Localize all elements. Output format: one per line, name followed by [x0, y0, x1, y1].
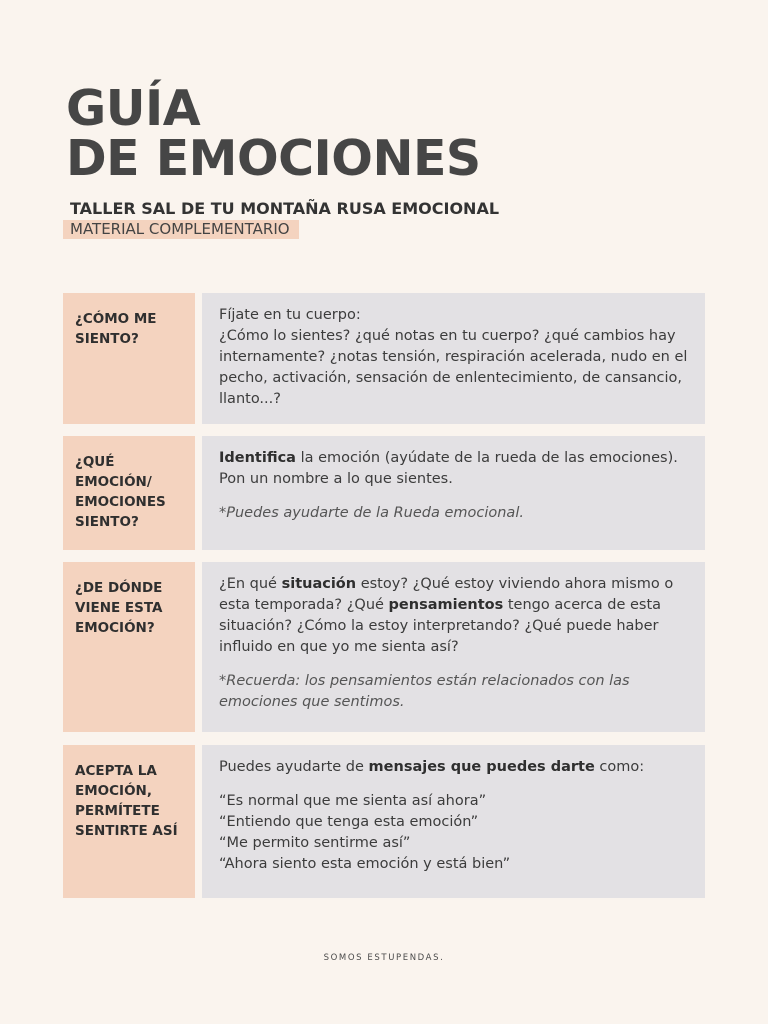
section-text: [219, 574, 695, 658]
body-text: la emoción (ayúdate de la rueda de las emociones). Pon un nombre a lo que sientes.: [219, 450, 678, 487]
section-label: ACEPTA LA EMOCIÓN, PERMÍTETE SENTIRTE ASÍ: [63, 745, 195, 898]
emphasis-text: mensajes que puedes darte: [368, 759, 595, 775]
section-content: [202, 293, 705, 424]
section-note: [219, 671, 695, 713]
message-item: “Entiendo que tenga esta emoción”: [219, 814, 479, 830]
section-content: [202, 745, 705, 898]
section-text: [219, 448, 695, 490]
message-list: [219, 791, 695, 875]
title-line-2: DE EMOCIONES: [66, 130, 481, 187]
page-title: [66, 80, 481, 187]
body-text: estoy? ¿Qué estoy viviendo ahora mismo o esta temporada? ¿Qué: [219, 576, 674, 613]
message-item: “Ahora siento esta emoción y está bien”: [219, 856, 511, 872]
brand-footer: SOMOS ESTUPENDAS.: [323, 953, 445, 963]
section-text: ¿Cómo lo sientes? ¿qué notas en tu cuerpo? ¿qué cambios hay internamente? ¿notas tensión, respiración acelerada, nudo en el pecho, activación, sensación de enlentecimiento, de cansancio, llanto...?: [219, 328, 688, 407]
section-how-do-i-feel: [63, 293, 705, 424]
section-label: ¿DE DÓNDE VIENE ESTA EMOCIÓN?: [63, 562, 195, 732]
section-text: [219, 757, 695, 778]
section-where-does-it-come-from: [63, 562, 705, 732]
body-text: Puedes ayudarte de: [219, 759, 369, 775]
section-note: [219, 503, 695, 524]
emphasis-text: Identifica: [219, 450, 296, 466]
body-text: tengo acerca de esta situación? ¿Cómo la estoy interpretando? ¿Qué puede haber influido en que yo me sienta así?: [219, 597, 662, 655]
message-item: “Me permito sentirme así”: [219, 835, 411, 851]
note-text: *Puedes ayudarte de la Rueda emocional.: [219, 505, 524, 521]
material-tag: MATERIAL COMPLEMENTARIO: [63, 220, 299, 239]
section-label: ¿CÓMO ME SIENTO?: [63, 293, 195, 424]
section-content: [202, 562, 705, 732]
section-accept-emotion: [63, 745, 705, 898]
title-line-1: GUÍA: [66, 80, 201, 137]
emphasis-text: pensamientos: [388, 597, 504, 613]
emphasis-text: situación: [281, 576, 357, 592]
workshop-subtitle: TALLER SAL DE TU MONTAÑA RUSA EMOCIONAL: [70, 199, 500, 218]
message-item: “Es normal que me sienta así ahora”: [219, 793, 487, 809]
body-text: como:: [594, 759, 645, 775]
section-what-emotion: [63, 436, 705, 550]
note-text: *Recuerda: los pensamientos están relacionados con las emociones que sentimos.: [219, 673, 630, 710]
body-text: ¿En qué: [219, 576, 282, 592]
section-content: [202, 436, 705, 550]
section-label: ¿QUÉ EMOCIÓN/ EMOCIONES SIENTO?: [63, 436, 195, 550]
section-intro: Fíjate en tu cuerpo:: [219, 307, 361, 323]
